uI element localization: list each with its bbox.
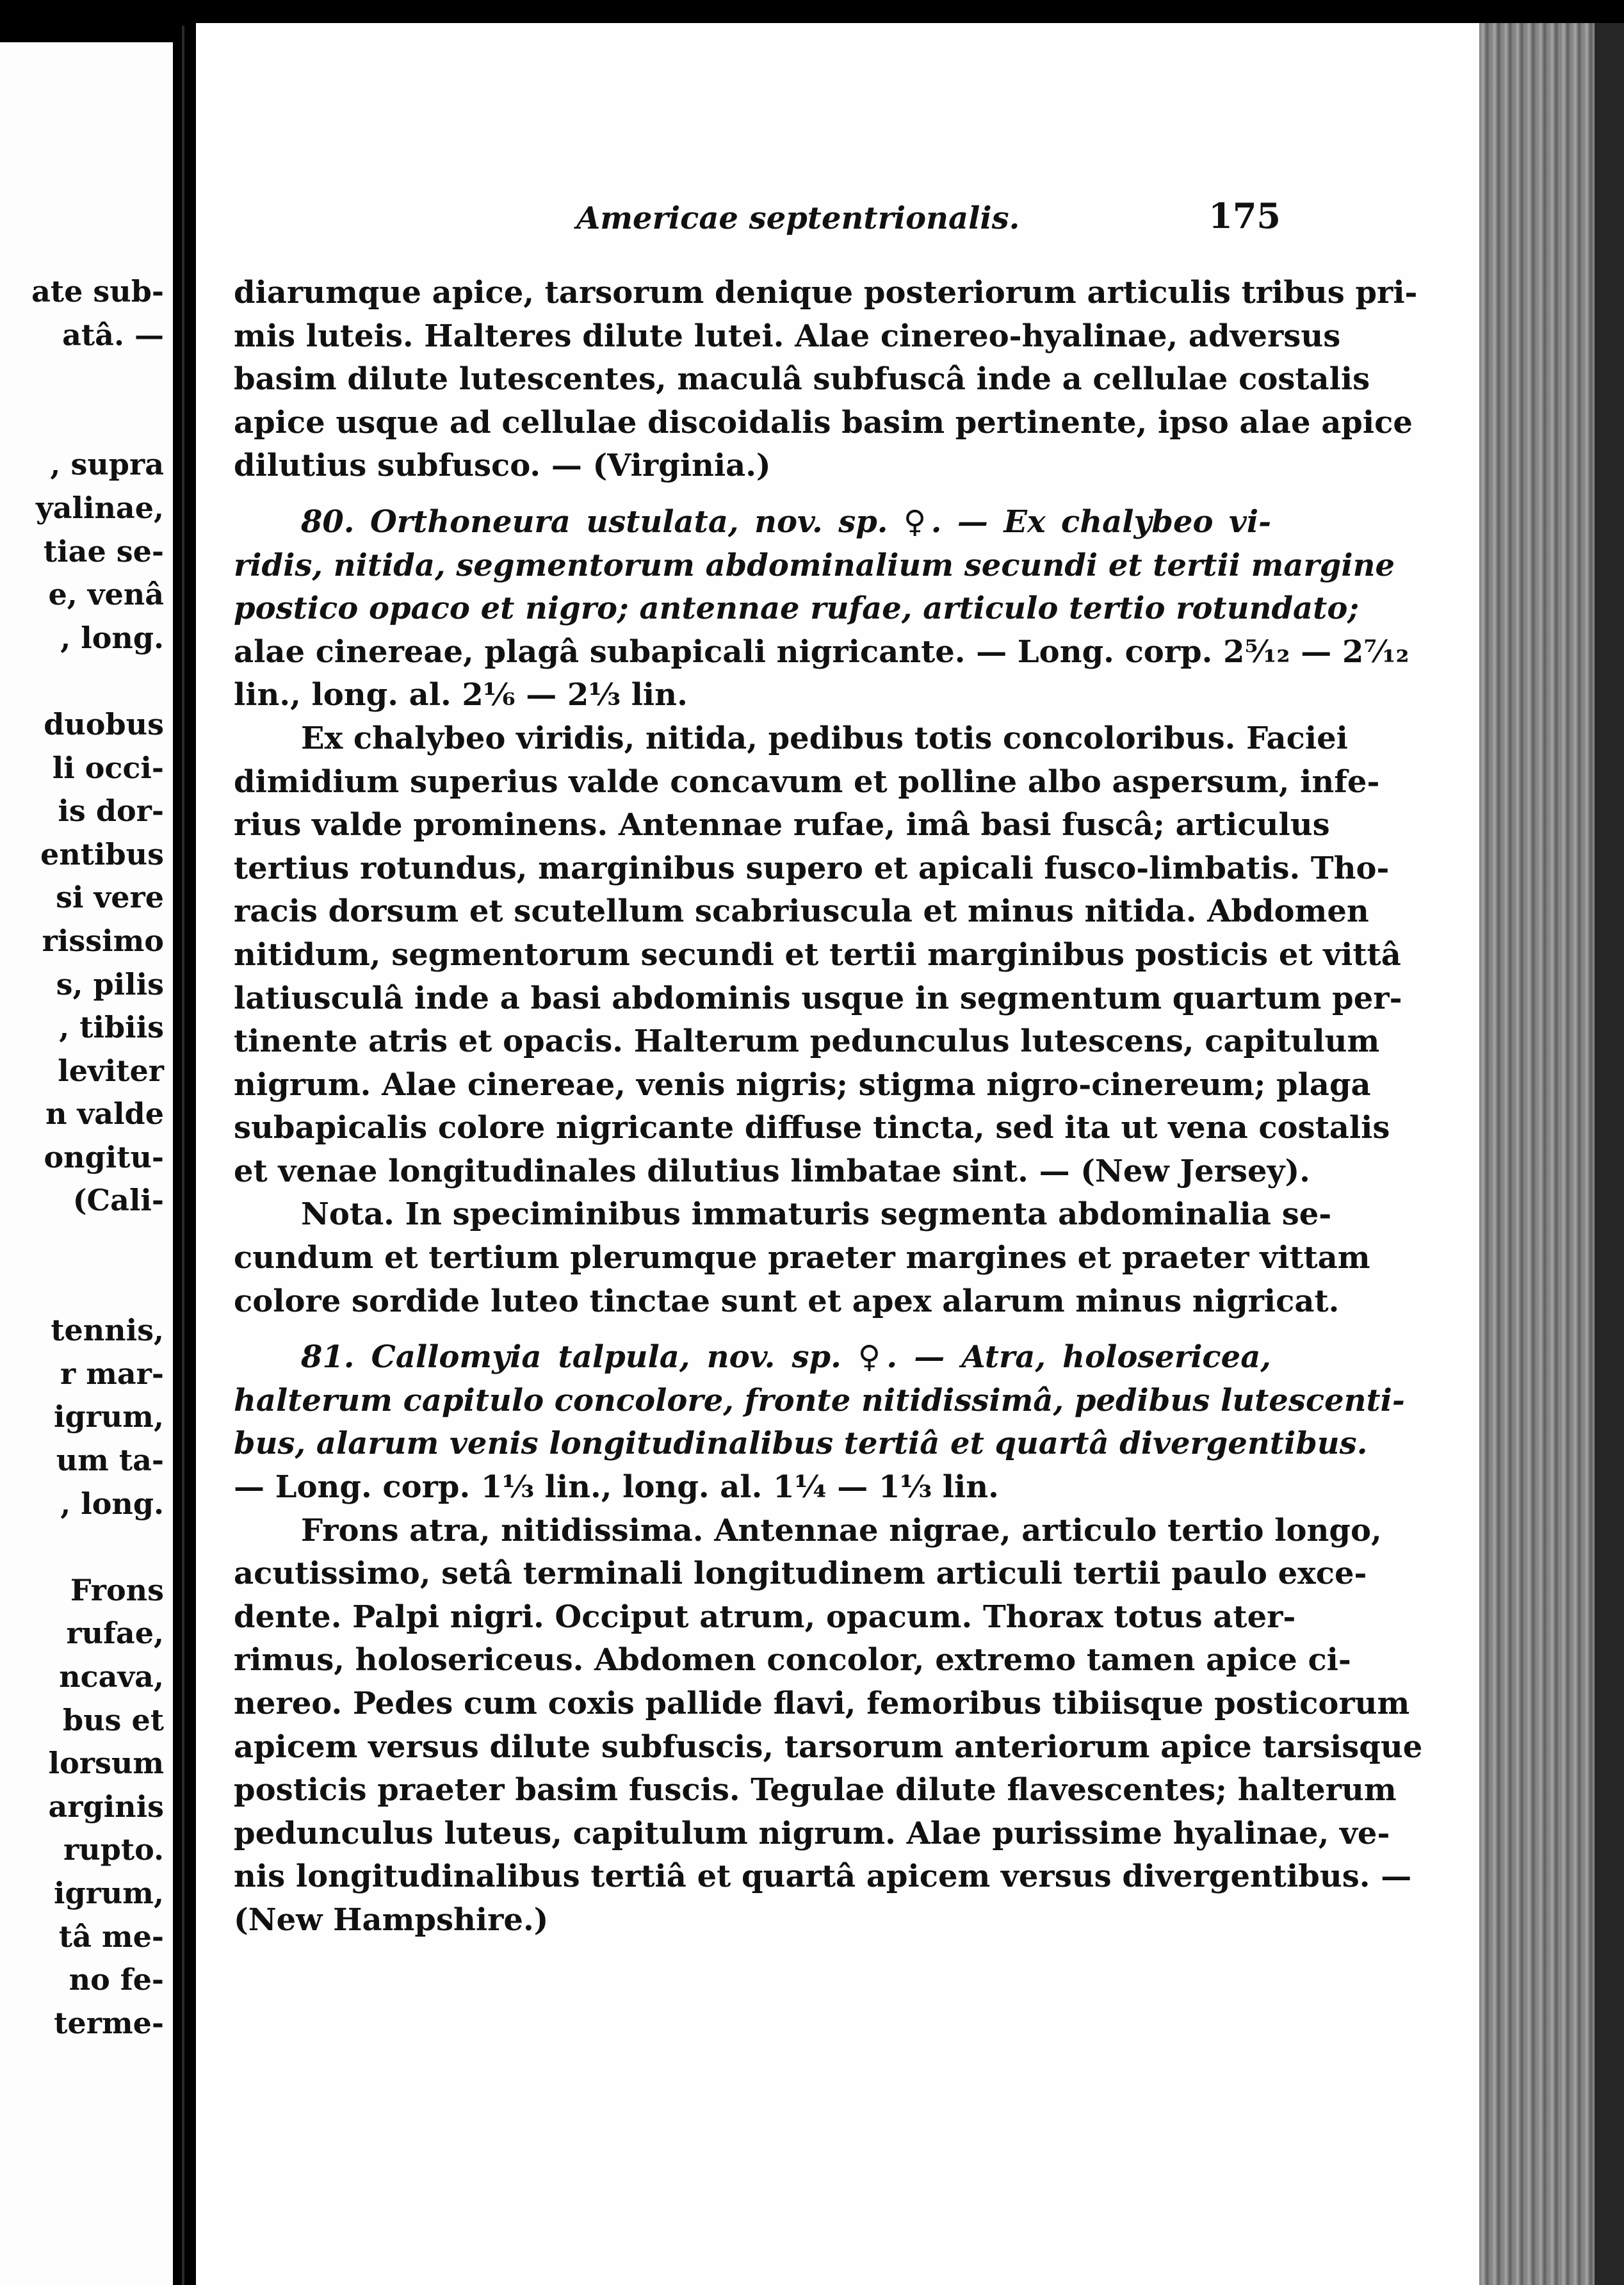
scan-top-border: [0, 0, 1624, 23]
left-line: [0, 1223, 164, 1266]
gutter-shadow: [182, 26, 184, 2285]
left-line: igrum,: [53, 1875, 164, 1910]
text-line: racis dorsum et scutellum scabriuscula et minus nitida. Abdomen: [234, 893, 1369, 930]
species-81-heading: 81. Callomyia talpula, nov. sp. ♀. — Atra, holosericea,: [301, 1339, 1271, 1376]
left-line: yalinae,: [35, 490, 164, 525]
text-line: halterum capitulo concolore, fronte nitidissimâ, pedibus lutescenti-: [234, 1382, 1405, 1419]
text-line: bus, alarum venis longitudinalibus tertiâ et quartâ divergentibus.: [234, 1426, 1368, 1462]
left-line: [0, 1266, 164, 1310]
book-gutter: [173, 26, 199, 2285]
left-line: tiae se-: [43, 533, 164, 569]
text-line: dente. Palpi nigri. Occiput atrum, opacum. Thorax totus ater-: [234, 1598, 1296, 1635]
text-line: tertius rotundus, marginibus supero et apicali fusco-limbatis. Tho-: [234, 850, 1390, 886]
main-text: [234, 272, 1423, 1942]
left-line: [0, 400, 164, 444]
left-line: n valde: [45, 1096, 164, 1132]
text-line: nereo. Pedes cum coxis pallide flavi, femoribus tibiisque posticorum: [234, 1686, 1410, 1721]
left-page-lines: [0, 270, 164, 2045]
text-line: dimidium superius valde concavum et polline albo aspersum, infe-: [234, 763, 1380, 800]
text-line: subapicalis colore nigricante diffuse tincta, sed ita ut vena costalis: [234, 1110, 1390, 1146]
left-line: no fe-: [69, 1962, 164, 1997]
text-line: pedunculus luteus, capitulum nigrum. Alae purissime hyalinae, ve-: [234, 1815, 1390, 1851]
left-line: rupto.: [63, 1832, 164, 1867]
text-line: apicem versus dilute subfuscis, tarsorum anteriorum apice tarsisque: [234, 1728, 1423, 1765]
text-line: nis longitudinalibus tertiâ et quartâ apicem versus divergentibus. —: [234, 1858, 1412, 1895]
left-line: e, venâ: [48, 577, 164, 612]
left-line: rufae,: [66, 1616, 164, 1651]
left-line: , tibiis: [59, 1010, 164, 1045]
text-line: nitidum, segmentorum secundi et tertii marginibus posticis et vittâ: [234, 936, 1401, 973]
text-line: diarumque apice, tarsorum denique posteriorum articulis tribus pri-: [234, 275, 1418, 311]
left-line: [0, 660, 164, 703]
text-line: — Long. corp. 1⅓ lin., long. al. 1¼ — 1⅓ lin.: [234, 1469, 999, 1506]
text-line: postico opaco et nigro; antennae rufae, articulo tertio rotundato;: [234, 590, 1360, 627]
left-line: is dor-: [58, 793, 164, 829]
left-line: bus et: [62, 1702, 164, 1737]
text-line: ridis, nitida, segmentorum abdominalium secundi et tertii margine: [234, 547, 1395, 583]
text-line: (New Hampshire.): [234, 1901, 549, 1938]
left-line: leviter: [58, 1053, 164, 1088]
text-line: basim dilute lutescentes, maculâ subfuscâ inde a cellulae costalis: [234, 361, 1370, 398]
text-line: nigrum. Alae cinereae, venis nigris; stigma nigro-cinereum; plaga: [234, 1066, 1371, 1103]
left-line: atâ. —: [62, 317, 164, 352]
left-line: um ta-: [56, 1443, 164, 1478]
left-page-fragment: [0, 42, 173, 2285]
nota-line: Nota. In speciminibus immaturis segmenta abdominalia se-: [301, 1196, 1332, 1233]
left-line: terme-: [54, 2005, 164, 2040]
left-line: li occi-: [52, 750, 164, 785]
left-line: tâ me-: [58, 1919, 164, 1954]
text-line: dilutius subfusco. — (Virginia.): [234, 448, 771, 484]
left-line: r mar-: [60, 1356, 164, 1391]
left-line: tennis,: [51, 1313, 164, 1348]
text-line: Ex chalybeo viridis, nitida, pedibus totis concoloribus. Faciei: [301, 720, 1348, 756]
left-line: [0, 357, 164, 400]
left-line: ongitu-: [44, 1139, 164, 1175]
running-head: [576, 195, 1281, 247]
left-line: rissimo: [42, 923, 164, 958]
left-line: si vere: [56, 880, 164, 915]
text-line: rius valde prominens. Antennae rufae, imâ basi fuscâ; articulus: [234, 807, 1330, 843]
text-line: alae cinereae, plagâ subapicali nigricante. — Long. corp. 2⁵⁄₁₂ — 2⁷⁄₁₂: [234, 633, 1409, 670]
text-line: acutissimo, setâ terminali longitudinem articuli tertii paulo exce-: [234, 1556, 1367, 1592]
left-line: lorsum: [48, 1746, 164, 1781]
left-line: Frons: [70, 1572, 164, 1607]
left-line: ncava,: [59, 1659, 164, 1694]
left-line: s, pilis: [56, 966, 164, 1002]
text-line: Frons atra, nitidissima. Antennae nigrae, articulo tertio longo,: [301, 1512, 1382, 1549]
text-line: posticis praeter basim fuscis. Tegulae dilute flavescentes; halterum: [234, 1772, 1397, 1809]
text-line: rimus, holosericeus. Abdomen concolor, extremo tamen apice ci-: [234, 1642, 1351, 1679]
text-line: tinente atris et opacis. Halterum pedunculus lutescens, capitulum: [234, 1023, 1380, 1060]
text-line: colore sordide luteo tinctae sunt et apex alarum minus nigricat.: [234, 1283, 1340, 1319]
left-line: , long.: [60, 1486, 164, 1521]
text-line: latiusculâ inde a basi abdominis usque in segmentum quartum per-: [234, 980, 1402, 1016]
text-line: lin., long. al. 2⅙ — 2⅓ lin.: [234, 677, 688, 713]
left-line: , long.: [60, 620, 164, 655]
scan-right-border: [1595, 23, 1624, 2285]
left-line: ate sub-: [31, 274, 164, 309]
species-80-heading: 80. Orthoneura ustulata, nov. sp. ♀. — Ex chalybeo vi-: [301, 503, 1271, 540]
text-line: mis luteis. Halteres dilute lutei. Alae cinereo-hyalinae, adversus: [234, 318, 1341, 354]
left-line: (Cali-: [72, 1183, 164, 1218]
left-line: [0, 1525, 164, 1569]
left-line: igrum,: [53, 1399, 164, 1435]
left-line: arginis: [48, 1789, 164, 1824]
left-line: , supra: [50, 447, 164, 482]
text-line: cundum et tertium plerumque praeter margines et praeter vittam: [234, 1240, 1370, 1276]
text-line: et venae longitudinales dilutius limbatae sint. — (New Jersey).: [234, 1153, 1310, 1189]
page-number: 175: [1208, 195, 1281, 236]
text-line: apice usque ad cellulae discoidalis basim pertinente, ipso alae apice: [234, 404, 1413, 441]
left-line: duobus: [44, 706, 164, 742]
left-line: entibus: [40, 836, 164, 872]
running-head-title: Americae septentrionalis.: [576, 200, 1020, 236]
